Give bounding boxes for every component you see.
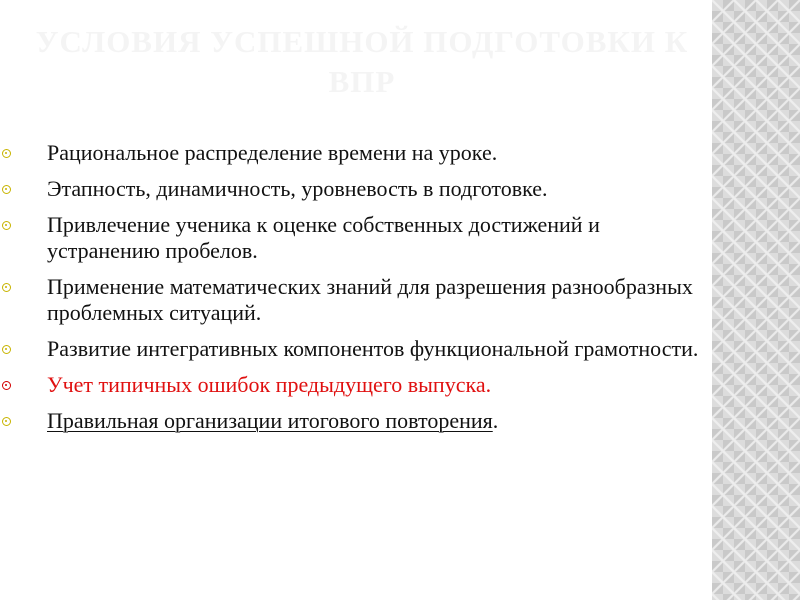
bullet-text: Учет типичных ошибок предыдущего выпуска.	[47, 372, 492, 397]
bullet-text-underlined: Правильная организации итогового повторения	[47, 408, 493, 433]
decorative-side-panel	[712, 0, 800, 600]
circle-bullet-icon	[2, 417, 11, 426]
bullet-text-suffix: .	[492, 408, 499, 433]
circle-bullet-icon	[2, 149, 11, 158]
circle-bullet-icon	[2, 381, 11, 390]
bullet-item	[0, 176, 712, 202]
slide-content	[0, 140, 712, 444]
bullet-list	[0, 140, 712, 434]
circle-bullet-icon	[2, 185, 11, 194]
circle-bullet-icon	[2, 221, 11, 230]
bullet-text: Развитие интегративных компонентов функциональной грамотности.	[47, 336, 699, 361]
bullet-item	[0, 274, 712, 326]
bullet-item	[0, 336, 712, 362]
slide-title: УСЛОВИЯ УСПЕШНОЙ ПОДГОТОВКИ К ВПР	[35, 24, 689, 99]
bullet-item	[0, 212, 712, 264]
bullet-item-highlighted	[0, 372, 712, 398]
bullet-text: Привлечение ученика к оценке собственных достижений и устранению пробелов.	[47, 212, 600, 263]
bullet-text: Рациональное распределение времени на уроке.	[47, 140, 498, 165]
bullet-item	[0, 140, 712, 166]
bullet-text: Применение математических знаний для разрешения разнообразных проблемных ситуаций.	[47, 274, 693, 325]
circle-bullet-icon	[2, 283, 11, 292]
bullet-text: Этапность, динамичность, уровневость в подготовке.	[47, 176, 548, 201]
circle-bullet-icon	[2, 345, 11, 354]
bullet-item	[0, 408, 712, 434]
